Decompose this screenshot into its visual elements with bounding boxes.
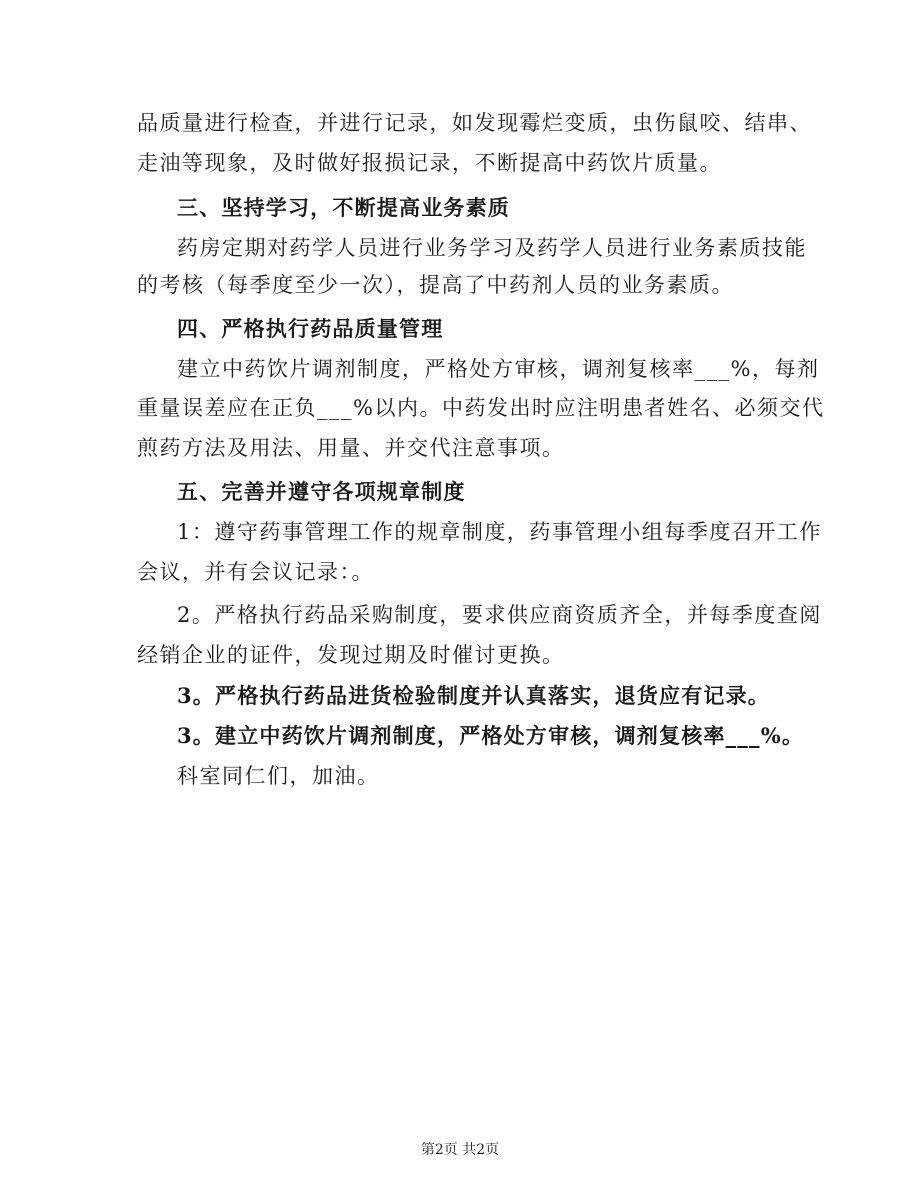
body-line: 的考核（每季度至少一次），提高了中药剂人员的业务素质。: [137, 273, 734, 297]
page-number-footer: 第2页 共2页: [420, 1142, 500, 1158]
body-line: 1：遵守药事管理工作的规章制度，药事管理小组每季度召开工作: [177, 520, 822, 544]
body-line: 重量误差应在正负___%以内。中药发出时应注明患者姓名、必须交代: [137, 396, 825, 420]
section-heading: 五、完善并遵守各项规章制度: [177, 479, 466, 504]
bold-paragraph: 3。严格执行药品进货检验制度并认真落实，退货应有记录。: [177, 683, 771, 708]
body-line: 药房定期对药学人员进行业务学习及药学人员进行业务素质技能: [177, 236, 807, 260]
body-line: 建立中药饮片调剂制度，严格处方审核，调剂复核率___%，每剂: [177, 357, 820, 381]
body-line: 2。严格执行药品采购制度，要求供应商资质齐全，并每季度查阅: [177, 603, 822, 627]
body-line: 品质量进行检查，并进行记录，如发现霉烂变质，虫伤鼠咬、结串、: [137, 111, 812, 135]
body-line: 经销企业的证件，发现过期及时催讨更换。: [137, 643, 565, 667]
body-line: 煎药方法及用法、用量、并交代注意事项。: [137, 436, 565, 460]
body-line: 科室同仁们，加油。: [177, 764, 380, 788]
body-line: 会议，并有会议记录：。: [137, 560, 374, 584]
bold-paragraph: 3。建立中药饮片调剂制度，严格处方审核，调剂复核率___%。: [177, 723, 805, 748]
section-heading: 三、坚持学习，不断提高业务素质: [177, 195, 510, 220]
section-heading: 四、严格执行药品质量管理: [177, 316, 444, 341]
body-line: 走油等现象，及时做好报损记录，不断提高中药饮片质量。: [137, 151, 722, 175]
